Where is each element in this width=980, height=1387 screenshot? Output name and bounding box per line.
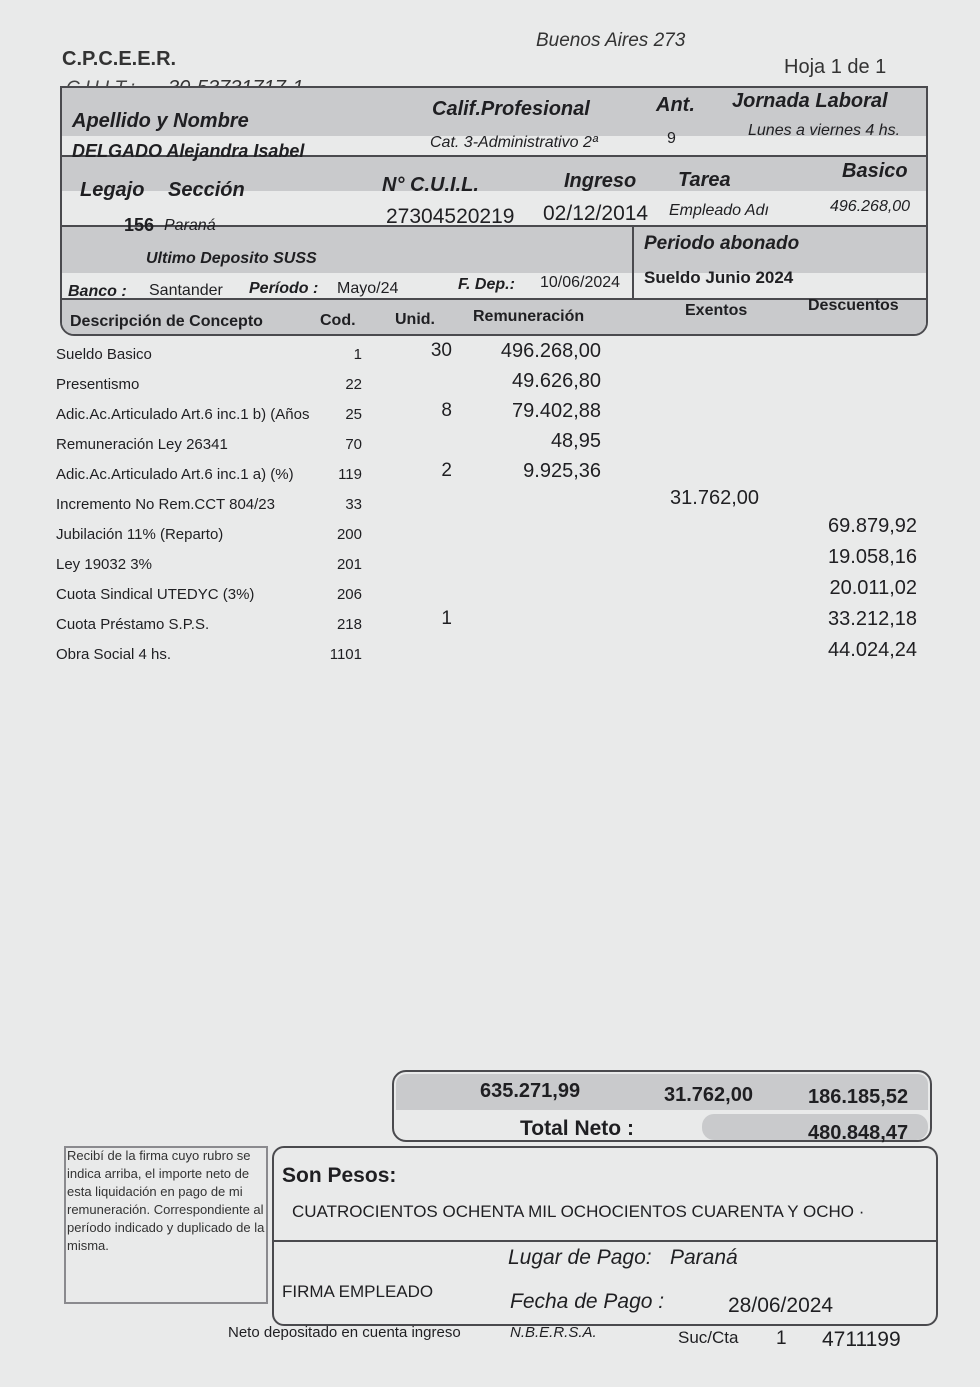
- concept-descuentos: 44.024,24: [828, 639, 917, 661]
- concept-description: Cuota Sindical UTEDYC (3%): [56, 586, 255, 603]
- banco-value: Santander: [149, 282, 223, 299]
- company-name: C.P.C.E.E.R.: [62, 48, 177, 70]
- ant-value: 9: [667, 130, 676, 147]
- lugar-label: Lugar de Pago:: [508, 1246, 652, 1269]
- concept-code: 25: [345, 406, 362, 423]
- concept-description: Remuneración Ley 26341: [56, 436, 228, 453]
- firma-label: FIRMA EMPLEADO: [282, 1282, 434, 1301]
- fecha-label: Fecha de Pago :: [510, 1290, 665, 1313]
- ingreso-label: Ingreso: [564, 170, 637, 192]
- basico-value: 496.268,00: [830, 198, 911, 215]
- ingreso-value: 02/12/2014: [543, 202, 649, 225]
- concept-code: 201: [336, 556, 362, 573]
- concept-remuneracion: 496.268,00: [500, 340, 601, 362]
- employee-name: DELGADO Alejandra Isabel: [72, 141, 305, 161]
- son-pesos-label: Son Pesos:: [282, 1164, 397, 1187]
- concept-exentos: 31.762,00: [670, 487, 759, 509]
- concept-descuentos: 20.011,02: [829, 577, 917, 599]
- concept-code: 22: [345, 376, 362, 393]
- concept-code: 200: [336, 526, 362, 543]
- periodo-abonado-value: Sueldo Junio 2024: [644, 268, 794, 287]
- concept-remuneracion: 79.402,88: [512, 400, 601, 422]
- name-label: Apellido y Nombre: [72, 110, 249, 132]
- concept-description: Jubilación 11% (Reparto): [56, 526, 224, 543]
- cta-value: 4711199: [822, 1328, 901, 1351]
- concept-description: Adic.Ac.Articulado Art.6 inc.1 a) (%): [56, 466, 294, 483]
- total-exentos: 31.762,00: [664, 1084, 753, 1106]
- seccion-label: Sección: [168, 179, 245, 201]
- fecha-value: 28/06/2024: [728, 1294, 834, 1317]
- page-indicator: Hoja 1 de 1: [784, 56, 887, 78]
- fdep-label: F. Dep.:: [458, 276, 515, 293]
- company-address: Buenos Aires 273: [536, 30, 686, 51]
- ant-label: Ant.: [656, 94, 695, 116]
- col-descuentos: Descuentos: [808, 297, 899, 314]
- tarea-label: Tarea: [678, 169, 731, 191]
- concept-row: [56, 460, 936, 496]
- col-descripcion: Descripción de Concepto: [70, 313, 263, 330]
- seccion-value: Paraná: [164, 217, 216, 234]
- concept-description: Ley 19032 3%: [56, 556, 152, 573]
- concept-code: 70: [345, 436, 362, 453]
- neto-label: Total Neto :: [520, 1117, 634, 1140]
- cuil-value: 27304520219: [386, 205, 515, 228]
- cuil-label: N° C.U.I.L.: [382, 174, 479, 196]
- jornada-label: Jornada Laboral: [732, 90, 888, 112]
- deposito-label: Ultimo Deposito SUSS: [146, 250, 317, 267]
- concept-row: [56, 639, 936, 676]
- concept-descuentos: 19.058,16: [828, 546, 917, 568]
- col-unid: Unid.: [395, 311, 435, 328]
- concept-remuneracion: 49.626,80: [512, 370, 601, 392]
- lugar-value: Paraná: [670, 1246, 738, 1269]
- suc-label: Suc/Cta: [678, 1328, 739, 1347]
- fdep-value: 10/06/2024: [540, 274, 621, 291]
- calif-value: Cat. 3-Administrativo 2ª: [430, 134, 598, 151]
- concept-description: Adic.Ac.Articulado Art.6 inc.1 b) (Años: [56, 406, 310, 423]
- concept-description: Incremento No Rem.CCT 804/23: [56, 496, 275, 513]
- son-pesos-value: CUATROCIENTOS OCHENTA MIL OCHOCIENTOS CUARENTA Y OCHO ·: [292, 1202, 865, 1221]
- total-descuentos: 186.185,52: [808, 1086, 909, 1108]
- concept-descuentos: 33.212,18: [828, 608, 917, 630]
- col-cod: Cod.: [320, 312, 356, 329]
- periodo-abonado-label: Periodo abonado: [644, 233, 800, 254]
- concept-units: 1: [441, 608, 452, 629]
- concept-code: 1101: [329, 646, 362, 663]
- tarea-value: Empleado Adı: [669, 202, 769, 219]
- concept-descuentos: 69.879,92: [828, 515, 917, 537]
- col-remuneracion: Remuneración: [473, 308, 585, 325]
- periodo-label: Período :: [249, 280, 319, 297]
- concept-code: 33: [345, 496, 362, 513]
- concept-description: Obra Social 4 hs.: [56, 646, 172, 663]
- concept-code: 206: [336, 586, 362, 603]
- jornada-value: Lunes a viernes 4 hs.: [748, 122, 901, 139]
- receipt-text: Recibí de la firma cuyo rubro se indica arriba, el importe neto de esta liquidación en pago de mi remuneración. Correspondiente al período indicado y duplicado de la misma.: [67, 1148, 265, 1253]
- concept-description: Presentismo: [56, 376, 140, 393]
- periodo-value: Mayo/24: [337, 280, 399, 297]
- concept-units: 2: [441, 460, 452, 481]
- calif-label: Calif.Profesional: [432, 98, 590, 120]
- concept-code: 218: [336, 616, 362, 633]
- concept-remuneracion: 9.925,36: [523, 460, 601, 482]
- total-remuneracion: 635.271,99: [480, 1080, 581, 1102]
- concept-remuneracion: 48,95: [550, 430, 601, 452]
- concept-units: 8: [441, 400, 452, 421]
- concept-code: 119: [338, 466, 362, 483]
- concept-description: Cuota Préstamo S.P.S.: [56, 616, 210, 633]
- neto-depositado-label: Neto depositado en cuenta ingreso: [228, 1324, 461, 1341]
- legajo-value: 156: [124, 215, 155, 235]
- bank-name: N.B.E.R.S.A.: [510, 1324, 597, 1341]
- legajo-label: Legajo: [80, 179, 145, 201]
- suc-value: 1: [776, 1328, 787, 1349]
- basico-label: Basico: [842, 160, 908, 182]
- banco-label: Banco :: [68, 283, 127, 300]
- total-neto: 480.848,47: [808, 1122, 909, 1144]
- concept-code: 1: [353, 346, 362, 363]
- concept-description: Sueldo Basico: [56, 346, 152, 363]
- col-exentos: Exentos: [685, 302, 748, 319]
- concept-units: 30: [430, 340, 452, 361]
